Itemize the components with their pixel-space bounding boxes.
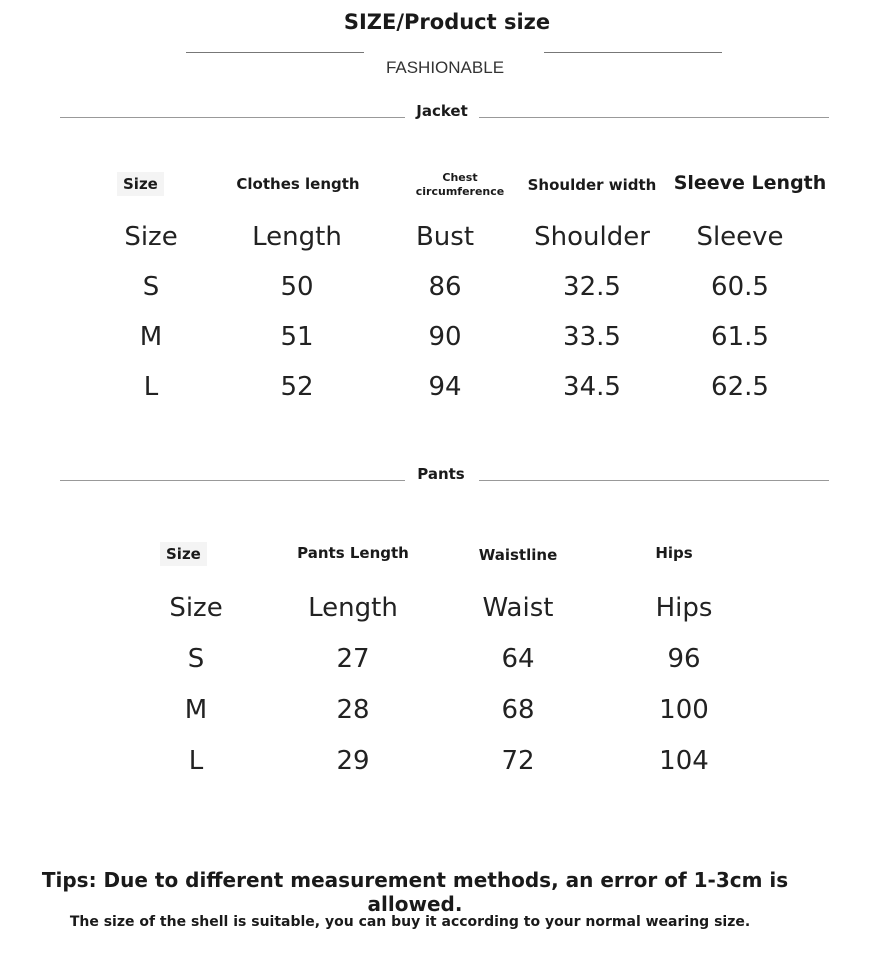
jacket-cell: 62.5 [711,372,769,402]
pants-cell: Hips [655,593,713,623]
pants-right-divider [479,480,829,481]
jacket-cell: 33.5 [563,322,621,352]
pants-header-size: Size [160,542,207,566]
pants-cell: 72 [501,746,535,776]
pants-cell: 104 [659,746,709,776]
jacket-cell: 52 [280,372,314,402]
jacket-cell: Size [124,222,178,252]
jacket-section-label: Jacket [416,102,468,120]
pants-cell: 64 [501,644,535,674]
size-note: The size of the shell is suitable, you can buy it according to your normal wearing size. [69,914,751,930]
jacket-cell: 32.5 [563,272,621,302]
pants-left-divider [60,480,405,481]
jacket-cell: 61.5 [711,322,769,352]
jacket-cell: M [139,322,163,352]
pants-cell: M [184,695,208,725]
jacket-header-chest [405,171,515,199]
jacket-cell: 94 [428,372,462,402]
jacket-right-divider [479,117,829,118]
jacket-cell: Length [252,222,342,252]
jacket-cell: S [142,272,160,302]
jacket-cell: Bust [415,222,475,252]
tips-text: Tips: Due to different measurement methods, an error of 1-3cm is allowed. [41,868,789,916]
jacket-header-length: Clothes length [236,175,360,193]
jacket-cell: 90 [428,322,462,352]
jacket-cell: L [143,372,159,402]
pants-section-label: Pants [417,465,465,483]
pants-cell: Size [169,593,223,623]
jacket-cell: 34.5 [563,372,621,402]
jacket-header-chest-line2: circumference [415,185,505,198]
title-right-divider [544,52,722,53]
page-title: SIZE/Product size [343,10,551,34]
pants-cell: 68 [501,695,535,725]
jacket-cell: Shoulder [534,222,650,252]
jacket-left-divider [60,117,405,118]
pants-cell: L [188,746,204,776]
jacket-cell: Sleeve [696,222,784,252]
pants-cell: Length [308,593,398,623]
pants-cell: 96 [667,644,701,674]
pants-cell: 100 [659,695,709,725]
page-subtitle: FASHIONABLE [385,58,505,77]
jacket-header-sleeve: Sleeve Length [673,172,827,194]
pants-cell: Waist [482,593,554,623]
jacket-cell: 60.5 [711,272,769,302]
jacket-cell: 51 [280,322,314,352]
pants-header-waist: Waistline [478,546,558,564]
pants-cell: 27 [336,644,370,674]
jacket-cell: 86 [428,272,462,302]
pants-cell: 29 [336,746,370,776]
jacket-header-shoulder: Shoulder width [527,176,657,194]
title-left-divider [186,52,364,53]
pants-header-length: Pants Length [297,544,409,562]
pants-cell: S [187,644,205,674]
jacket-cell: 50 [280,272,314,302]
pants-header-hips: Hips [655,544,693,562]
jacket-header-size: Size [117,172,164,196]
jacket-header-chest-line1: Chest [442,171,478,184]
pants-cell: 28 [336,695,370,725]
